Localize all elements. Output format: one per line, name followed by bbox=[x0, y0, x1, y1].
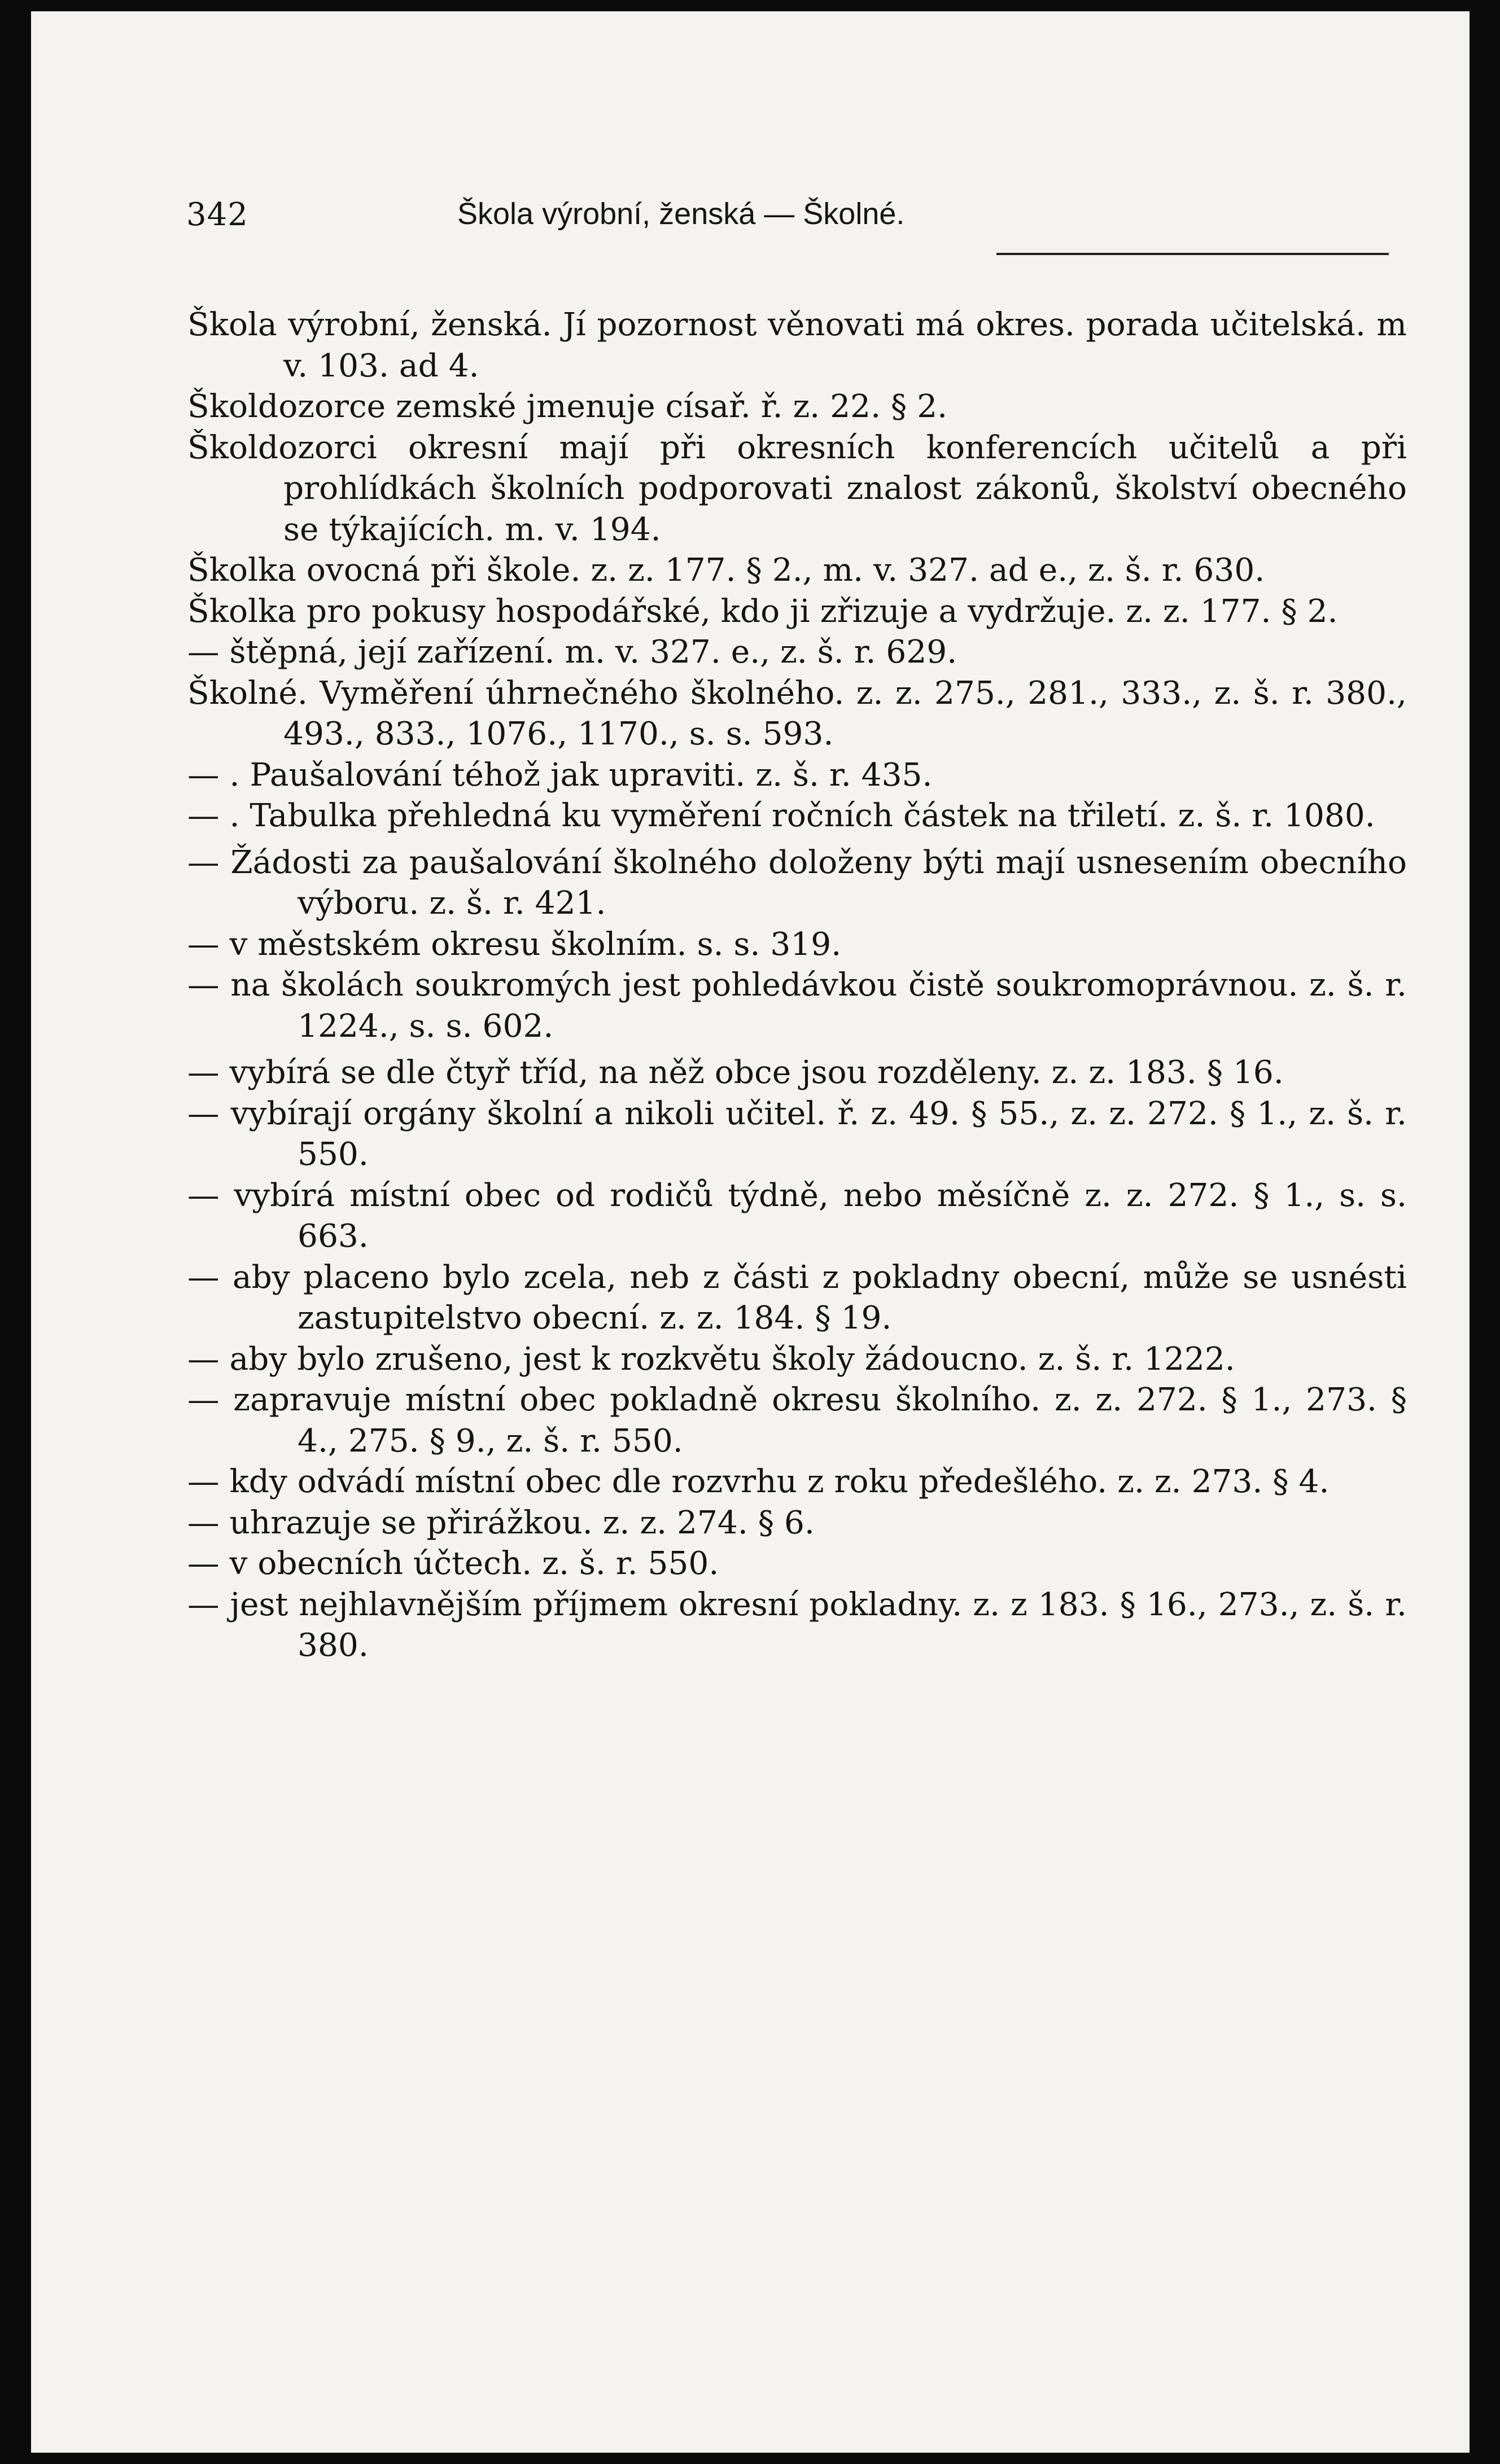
index-subentry: — aby bylo zrušeno, jest k rozkvětu školy žádoucno. z. š. r. 1222. bbox=[187, 1339, 1407, 1380]
index-subentry: — Žádosti za paušalování školného doloženy býti mají usnesením obecního výboru. z. š. r. 421. bbox=[187, 843, 1407, 924]
index-subentry: — zapravuje místní obec pokladně okresu školního. z. z. 272. § 1., 273. § 4., 275. § 9., z. š. r. 550. bbox=[187, 1380, 1407, 1462]
index-subentry: — aby placeno bylo zcela, neb z části z pokladny obecní, může se usnésti zastupitelstvo obecní. z. z. 184. § 19. bbox=[187, 1257, 1407, 1339]
index-subentry: — vybírají orgány školní a nikoli učitel. ř. z. 49. § 55., z. z. 272. § 1., z. š. r. 550. bbox=[187, 1094, 1407, 1176]
index-subentry: — na školách soukromých jest pohledávkou čistě soukromoprávnou. z. š. r. 1224., s. s. 602. bbox=[187, 965, 1407, 1047]
index-entry: Škola výrobní, ženská. Jí pozornost věnovati má okres. porada učitelská. m v. 103. ad 4. bbox=[187, 306, 1407, 384]
index-entry: Školdozorce zemské jmenuje císař. ř. z. 22. § 2. bbox=[187, 388, 948, 425]
book-page bbox=[31, 11, 1470, 2453]
page-header bbox=[186, 191, 1389, 242]
running-title: Škola výrobní, ženská — Školné. bbox=[457, 197, 905, 231]
index-subentry: — v městském okresu školním. s. s. 319. bbox=[187, 924, 1407, 966]
index-subentry: — v obecních účtech. z. š. r. 550. bbox=[187, 1544, 1407, 1585]
index-entry: Školné. Vyměření úhrnečného školného. z. z. 275., 281., 333., z. š. r. 380., 493., 833., 1076., 1170., s. s. 593. bbox=[187, 674, 1407, 752]
index-subentry: — uhrazuje se přirážkou. z. z. 274. § 6. bbox=[187, 1503, 1407, 1544]
index-subentry: — kdy odvádí místní obec dle rozvrhu z roku předešlého. z. z. 273. § 4. bbox=[187, 1462, 1407, 1503]
index-subentry: — . Tabulka přehledná ku vyměření ročních částek na třiletí. z. š. r. 1080. bbox=[187, 796, 1407, 837]
header-rule bbox=[996, 253, 1389, 255]
index-subentry: — štěpná, její zařízení. m. v. 327. e., z. š. r. 629. bbox=[187, 632, 1407, 673]
index-subentry: — vybírá místní obec od rodičů týdně, nebo měsíčně z. z. 272. § 1., s. s. 663. bbox=[187, 1176, 1407, 1257]
index-entries bbox=[187, 305, 1407, 1667]
index-subentry: — jest nejhlavnějším příjmem okresní pokladny. z. z 183. § 16., 273., z. š. r. 380. bbox=[187, 1585, 1407, 1667]
index-entry: Školka ovocná při škole. z. z. 177. § 2., m. v. 327. ad e., z. š. r. 630. bbox=[187, 552, 1265, 589]
index-entry: Školka pro pokusy hospodářské, kdo ji zřizuje a vydržuje. z. z. 177. § 2. bbox=[187, 593, 1338, 630]
index-entry: Školdozorci okresní mají při okresních konferencích učitelů a při prohlídkách školních podporovati znalost zákonů, školství obecného se týkajících. m. v. 194. bbox=[187, 429, 1407, 548]
page-number: 342 bbox=[186, 196, 248, 233]
index-subentry: — . Paušalování téhož jak upraviti. z. š. r. 435. bbox=[187, 755, 1407, 796]
index-subentry: — vybírá se dle čtyř tříd, na něž obce jsou rozděleny. z. z. 183. § 16. bbox=[187, 1053, 1407, 1094]
